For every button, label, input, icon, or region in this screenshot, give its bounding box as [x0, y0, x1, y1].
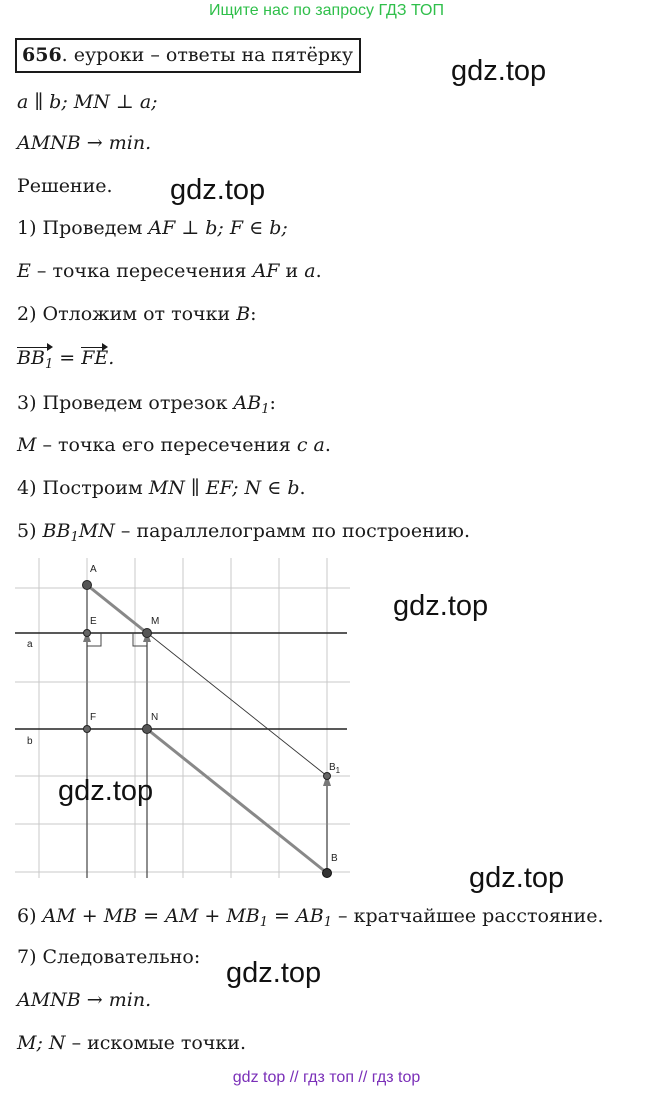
watermark: gdz.top — [58, 775, 154, 807]
step-3-continued — [17, 432, 331, 458]
answer-line — [17, 1030, 246, 1056]
given-line-2: AMNB → min. — [17, 132, 152, 154]
step-5-math: BB — [42, 520, 71, 542]
step-5-math: MN — [78, 520, 115, 542]
point-f — [84, 726, 91, 733]
point-b — [323, 869, 332, 878]
segment-ab1: AB — [233, 392, 262, 414]
label-line-a: a — [27, 639, 33, 650]
watermark: gdz.top — [451, 55, 547, 87]
step-4 — [17, 475, 306, 501]
text: – параллелограмм по построению. — [114, 520, 471, 542]
label-b: B — [331, 853, 338, 864]
step-7: 7) Следовательно: — [17, 946, 201, 968]
label-n: N — [151, 712, 159, 723]
task-number: 656 — [22, 44, 62, 66]
task-title-text: . еуроки – ответы на пятёрку — [61, 44, 354, 66]
text: – искомые точки. — [65, 1032, 247, 1054]
label-a-point: A — [90, 564, 97, 575]
subscript: 1 — [44, 357, 54, 372]
step-2 — [17, 301, 257, 327]
step-4-math: MN ∥ EF; N ∈ b — [148, 477, 300, 499]
task-title — [15, 38, 361, 73]
text: – точка пересечения — [30, 260, 253, 282]
line-a: a — [304, 260, 316, 282]
label-e: E — [90, 616, 97, 627]
vector-fe — [81, 345, 108, 371]
label-f: F — [90, 712, 97, 723]
point-e — [84, 630, 91, 637]
conclusion-line: AMNB → min. — [17, 989, 152, 1011]
footer-links[interactable]: gdz top // гдз топ // гдз top — [232, 1069, 421, 1086]
step-3-text: 3) Проведем отрезок — [17, 392, 234, 414]
top-banner[interactable]: Ищите нас по запросу ГДЗ ТОП — [209, 2, 444, 19]
step-6-text: 6) — [17, 905, 43, 927]
point-n — [143, 725, 152, 734]
construction-figure — [15, 558, 350, 878]
label-line-b: b — [27, 736, 33, 747]
given-line-1: a ∥ b; MN ⊥ a; — [17, 91, 158, 113]
step-6-math: = AB — [268, 905, 324, 927]
watermark: gdz.top — [226, 957, 322, 989]
label-b1 — [329, 762, 341, 775]
step-6 — [17, 903, 604, 929]
text: : — [269, 392, 276, 414]
text: . — [108, 347, 115, 369]
step-5-text: 5) — [17, 520, 43, 542]
point-m — [143, 629, 152, 638]
point-m: M — [17, 434, 37, 456]
point-b1 — [324, 773, 331, 780]
text: и — [279, 260, 305, 282]
text: = — [53, 347, 82, 369]
step-1-continued — [17, 258, 322, 284]
label-b1-letter: B — [329, 762, 336, 773]
text: . — [299, 477, 306, 499]
line-a: с a — [296, 434, 325, 456]
subscript: 1 — [259, 915, 269, 930]
step-4-text: 4) Построим — [17, 477, 149, 499]
points-mn: M; N — [17, 1032, 66, 1054]
step-1-math: AF ⊥ b; F ∈ b; — [148, 217, 288, 239]
step-1 — [17, 215, 288, 241]
vector-fe-text: FE — [81, 347, 109, 369]
point-b: B — [236, 303, 251, 325]
subscript: 1 — [70, 530, 79, 545]
vector-bb1-text: BB — [17, 347, 45, 369]
step-1-text: 1) Проведем — [17, 217, 149, 239]
segment-nb — [147, 729, 327, 873]
text: – точка его пересечения — [36, 434, 297, 456]
step-6-math: AM + MB = AM + MB — [42, 905, 260, 927]
watermark: gdz.top — [170, 174, 266, 206]
label-b1-sub: 1 — [335, 766, 341, 775]
point-a — [83, 581, 92, 590]
subscript: 1 — [323, 915, 332, 930]
solution-heading: Решение. — [17, 175, 113, 197]
vector-equation — [17, 345, 114, 371]
step-3 — [17, 390, 276, 416]
text: . — [324, 434, 331, 456]
step-2-text: 2) Отложим от точки — [17, 303, 237, 325]
text: – кратчайшее расстояние. — [331, 905, 604, 927]
segment-af: AF — [252, 260, 280, 282]
watermark: gdz.top — [393, 590, 489, 622]
point-e: E — [17, 260, 31, 282]
label-m: M — [151, 616, 160, 627]
watermark: gdz.top — [469, 862, 565, 894]
vector-bb1 — [17, 345, 53, 371]
grid — [15, 558, 350, 878]
text: : — [250, 303, 257, 325]
subscript: 1 — [261, 402, 270, 417]
text: . — [315, 260, 322, 282]
step-5 — [17, 518, 470, 544]
